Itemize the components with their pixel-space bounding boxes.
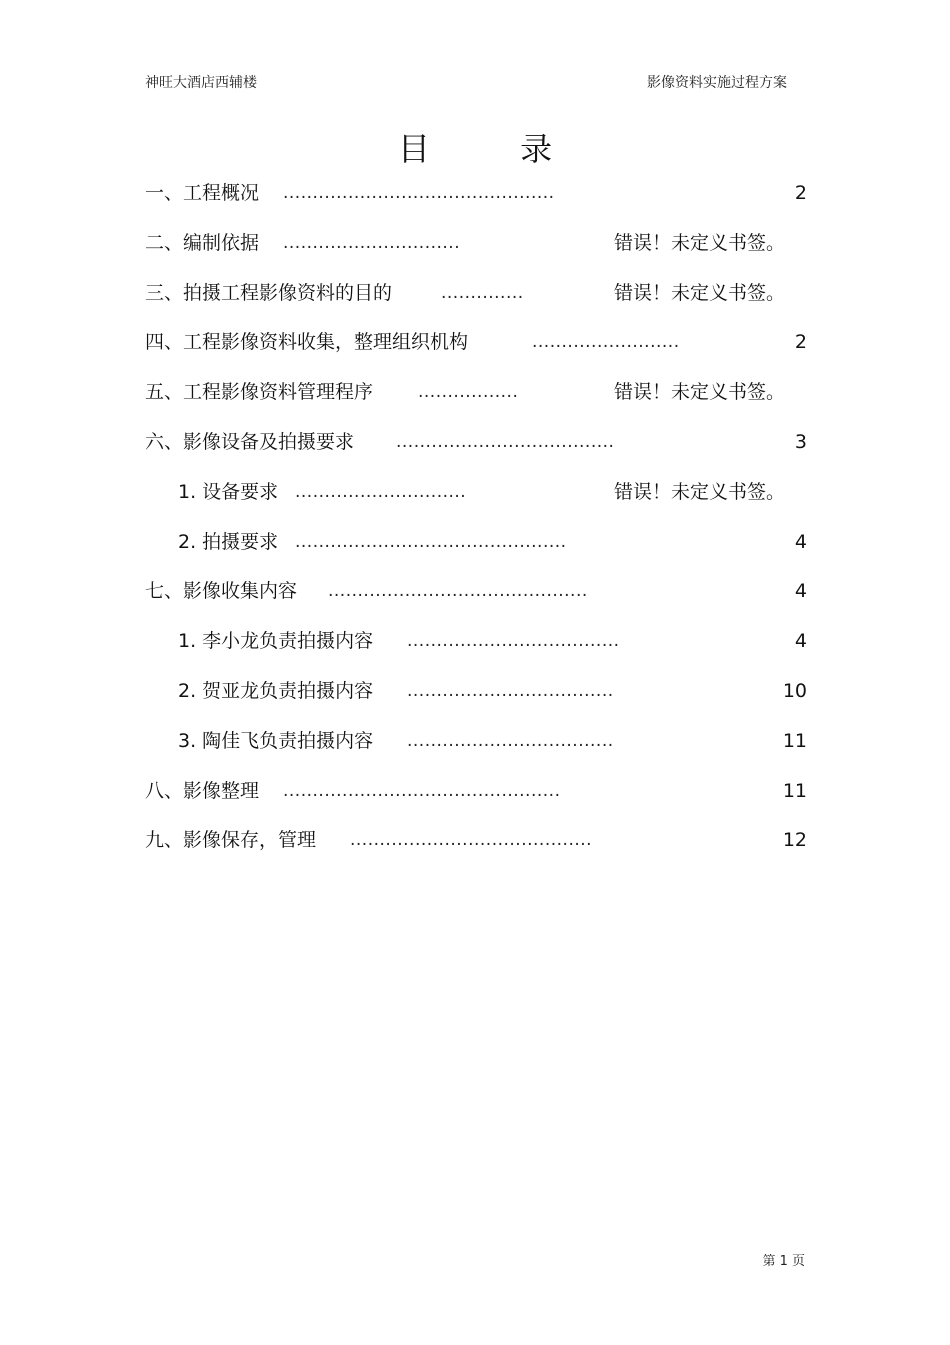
toc-label: 3. 陶佳飞负责拍摄内容 (178, 729, 374, 752)
toc-label: 六、影像设备及拍摄要求 (145, 430, 355, 453)
toc-row[interactable] (145, 278, 807, 328)
toc-row[interactable] (145, 825, 807, 875)
page-number: 第 1 页 (762, 1254, 805, 1269)
toc-row[interactable] (145, 327, 807, 377)
toc-row[interactable] (145, 527, 807, 577)
toc-page: 错误！未定义书签。 (613, 231, 785, 254)
toc-page: 4 (794, 530, 807, 553)
toc-title: 目 录 (397, 130, 593, 168)
toc-row[interactable] (145, 626, 807, 676)
toc-label: 1. 设备要求 (178, 480, 279, 503)
toc-row[interactable] (145, 427, 807, 477)
toc-dots: .............................................. (295, 531, 567, 552)
toc-label: 八、影像整理 (145, 779, 260, 802)
toc-page: 11 (782, 729, 807, 752)
toc-label: 2. 贺亚龙负责拍摄内容 (178, 679, 374, 702)
toc-page: 11 (782, 779, 807, 802)
toc-dots: .................................... (407, 631, 620, 652)
toc-page: 错误！未定义书签。 (613, 281, 785, 304)
toc-dots: ................. (418, 382, 519, 403)
toc-label: 1. 李小龙负责拍摄内容 (178, 630, 374, 653)
toc-page: 错误！未定义书签。 (613, 480, 785, 503)
toc-label: 五、工程影像资料管理程序 (145, 381, 374, 404)
toc-dots: ......................... (532, 332, 680, 353)
toc-page: 2 (794, 331, 807, 354)
toc-page: 10 (782, 679, 807, 702)
toc-row[interactable] (145, 776, 807, 826)
toc-dots: .............................................. (283, 183, 555, 203)
toc-dots: ................................... (407, 680, 614, 701)
toc-page: 错误！未定义书签。 (613, 381, 785, 404)
header-right: 影像资料实施过程方案 (647, 75, 787, 91)
toc-page: 12 (782, 829, 807, 852)
toc-dots: ............................................ (328, 581, 588, 602)
toc-dots: ................................... (407, 730, 614, 751)
toc-label: 二、编制依据 (145, 231, 260, 254)
toc-dots: ............................. (295, 481, 467, 502)
toc-row[interactable] (145, 477, 807, 527)
toc-row[interactable] (145, 228, 807, 278)
toc-page: 3 (794, 430, 807, 453)
toc-label: 四、工程影像资料收集，整理组织机构 (145, 331, 469, 354)
toc-label: 2. 拍摄要求 (178, 530, 279, 553)
toc-dots: .............. (441, 282, 524, 303)
toc-row[interactable] (145, 178, 807, 228)
toc-label: 三、拍摄工程影像资料的目的 (145, 281, 393, 304)
toc-row[interactable] (145, 377, 807, 427)
toc-row[interactable] (145, 576, 807, 626)
toc-dots: ..................................... (396, 431, 615, 452)
toc-dots: ......................................... (350, 830, 593, 851)
toc-page: 4 (794, 580, 807, 603)
header-left: 神旺大酒店西辅楼 (145, 75, 257, 91)
toc-dots: .............................. (283, 232, 461, 253)
toc-page: 2 (794, 182, 807, 204)
toc-label: 七、影像收集内容 (145, 580, 298, 603)
toc-page: 4 (794, 630, 807, 653)
table-of-contents (145, 178, 807, 875)
toc-label: 九、影像保存，管理 (145, 829, 317, 852)
toc-label: 一、工程概况 (145, 182, 260, 204)
toc-dots: ............................................... (283, 780, 561, 801)
toc-row[interactable] (145, 676, 807, 726)
toc-row[interactable] (145, 726, 807, 776)
